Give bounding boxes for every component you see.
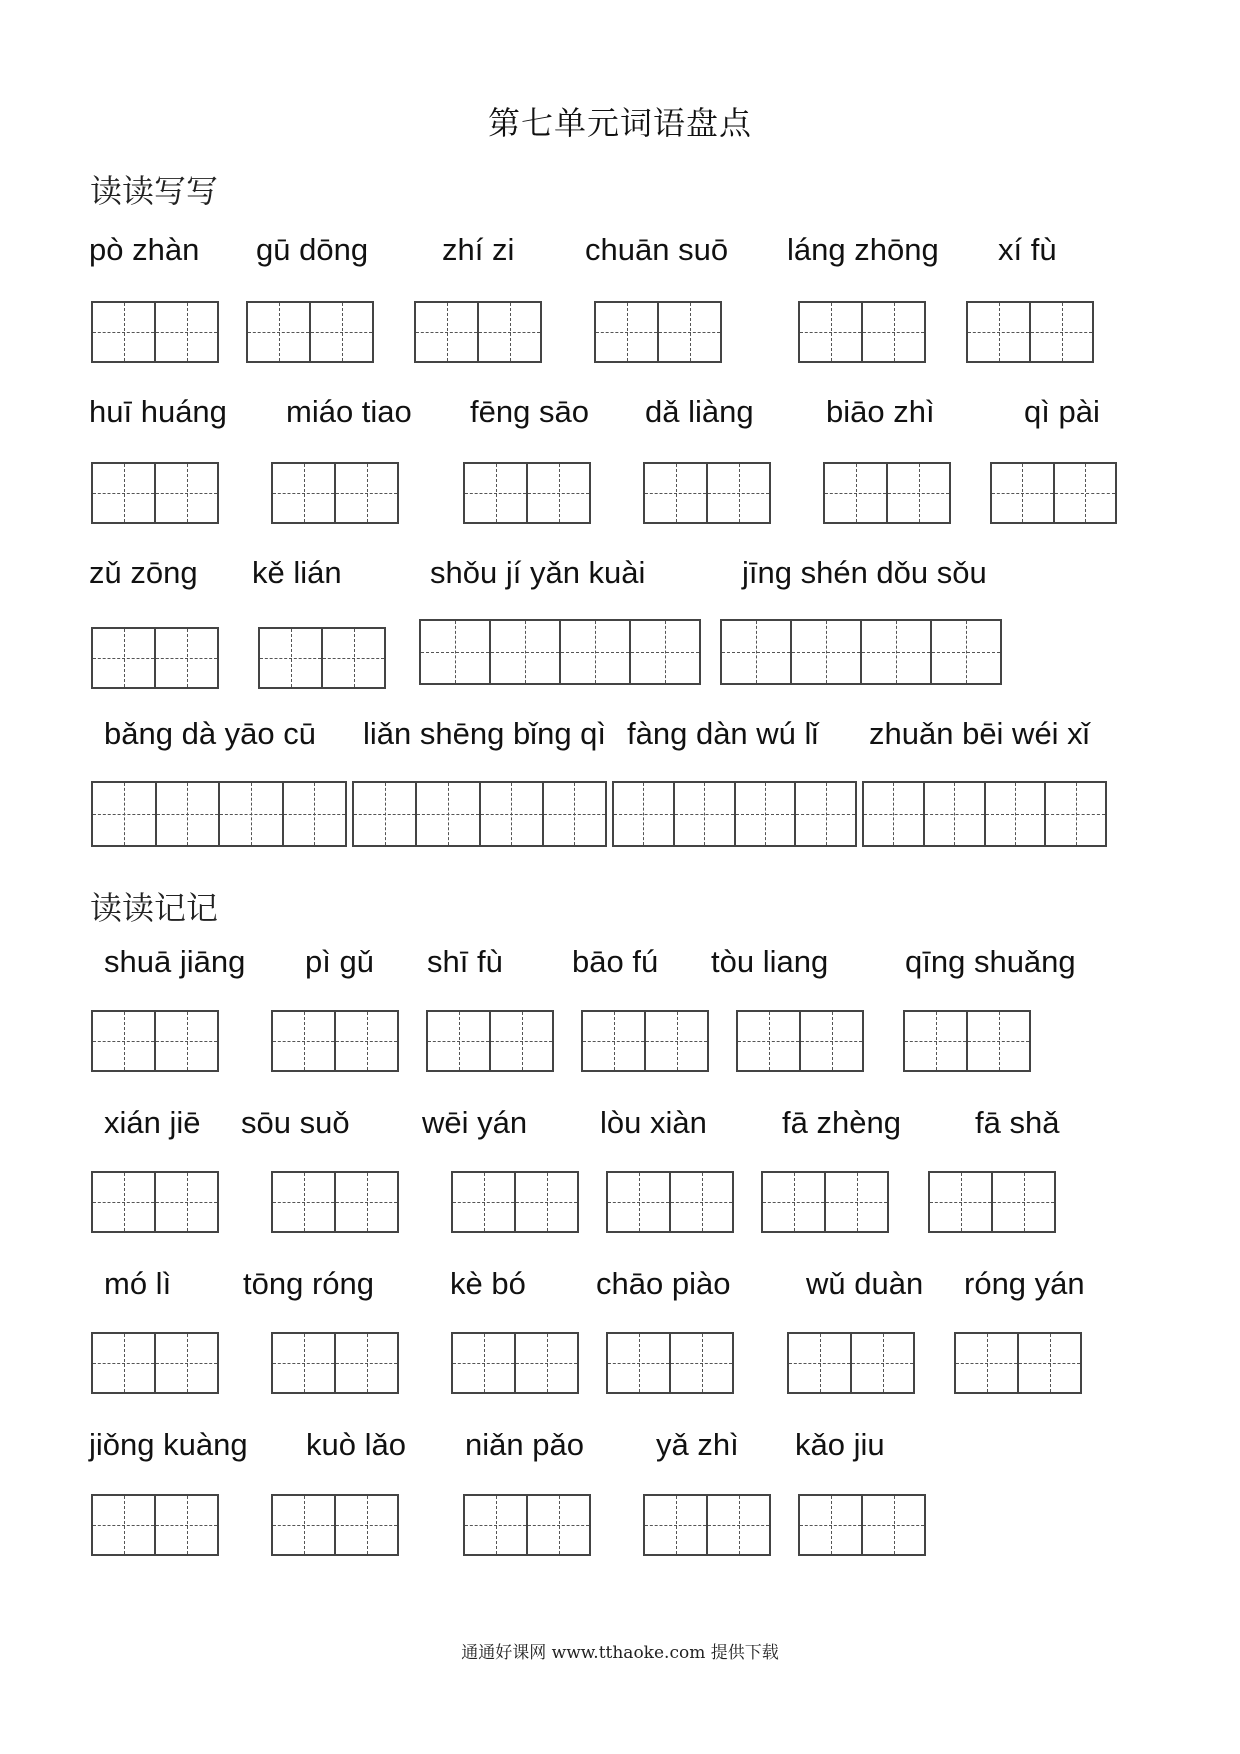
char-cell[interactable] (354, 783, 415, 845)
pinyin-word: zhí zi (442, 232, 515, 267)
char-grid[interactable] (643, 462, 771, 524)
pinyin-word: shuā jiāng (104, 944, 246, 979)
char-cell[interactable] (1029, 303, 1092, 361)
pinyin-word: qì pài (1024, 394, 1100, 429)
char-grid[interactable] (594, 301, 722, 363)
char-grid[interactable] (643, 1494, 771, 1556)
char-cell[interactable] (596, 303, 657, 361)
char-cell[interactable] (154, 1173, 217, 1231)
char-cell[interactable] (966, 1012, 1029, 1070)
char-cell[interactable] (453, 1173, 514, 1231)
char-cell[interactable] (644, 1012, 707, 1070)
char-cell[interactable] (1053, 464, 1116, 522)
char-cell[interactable] (559, 621, 629, 683)
pinyin-word: pì gǔ (305, 944, 374, 979)
char-cell[interactable] (542, 783, 605, 845)
char-cell[interactable] (334, 1173, 397, 1231)
pinyin-word: tōng róng (243, 1266, 374, 1301)
pinyin-word: zhuǎn bēi wéi xǐ (869, 716, 1090, 751)
char-cell[interactable] (673, 783, 734, 845)
char-grid[interactable] (823, 462, 951, 524)
pinyin-word: wǔ duàn (806, 1266, 924, 1301)
char-grid[interactable] (451, 1171, 579, 1233)
char-cell[interactable] (154, 1012, 217, 1070)
char-cell[interactable] (905, 1012, 966, 1070)
pinyin-word: xí fù (998, 232, 1057, 267)
char-cell[interactable] (734, 783, 795, 845)
char-cell[interactable] (93, 1496, 154, 1554)
char-grid[interactable] (246, 301, 374, 363)
char-grid[interactable] (798, 1494, 926, 1556)
char-cell[interactable] (790, 621, 860, 683)
pinyin-word: kǎo jiu (795, 1427, 885, 1462)
pinyin-word: fàng dàn wú lǐ (627, 716, 819, 751)
char-cell[interactable] (1044, 783, 1105, 845)
pinyin-word: wēi yán (422, 1105, 528, 1140)
char-cell[interactable] (645, 464, 706, 522)
char-cell[interactable] (1017, 1334, 1080, 1392)
char-cell[interactable] (93, 464, 154, 522)
char-cell[interactable] (861, 1496, 924, 1554)
pinyin-word: shǒu jí yǎn kuài (430, 555, 646, 590)
char-cell[interactable] (489, 621, 559, 683)
char-cell[interactable] (984, 783, 1045, 845)
page-title: 第七单元词语盘点 (487, 104, 752, 142)
char-cell[interactable] (273, 1334, 334, 1392)
pinyin-word: fā zhèng (782, 1105, 901, 1140)
char-cell[interactable] (629, 621, 699, 683)
char-cell[interactable] (334, 1334, 397, 1392)
char-cell[interactable] (465, 1496, 526, 1554)
char-cell[interactable] (608, 1334, 669, 1392)
char-cell[interactable] (860, 621, 930, 683)
char-cell[interactable] (155, 783, 219, 845)
char-cell[interactable] (154, 1334, 217, 1392)
pinyin-word: niǎn pǎo (465, 1427, 584, 1462)
pinyin-word: tòu liang (711, 944, 829, 979)
pinyin-word: dǎ liàng (645, 394, 754, 429)
char-cell[interactable] (477, 303, 540, 361)
pinyin-word: kuò lǎo (306, 1427, 406, 1462)
char-grid[interactable] (966, 301, 1094, 363)
char-grid[interactable] (271, 1171, 399, 1233)
char-cell[interactable] (956, 1334, 1017, 1392)
pinyin-word: sōu suǒ (241, 1105, 350, 1140)
char-grid[interactable] (271, 1010, 399, 1072)
pinyin-word: huī huáng (89, 394, 227, 429)
pinyin-word: liǎn shēng bǐng qì (363, 716, 607, 751)
char-cell[interactable] (850, 1334, 913, 1392)
section-heading-read-remember: 读读记记 (90, 889, 219, 927)
pinyin-word: láng zhōng (787, 232, 939, 267)
char-cell[interactable] (479, 783, 542, 845)
char-grid[interactable] (990, 462, 1117, 524)
char-grid[interactable] (581, 1010, 709, 1072)
char-grid[interactable] (954, 1332, 1082, 1394)
char-cell[interactable] (93, 783, 155, 845)
pinyin-word: yǎ zhì (656, 1427, 739, 1462)
char-cell[interactable] (526, 1496, 589, 1554)
char-cell[interactable] (930, 621, 1000, 683)
char-cell[interactable] (583, 1012, 644, 1070)
char-cell[interactable] (248, 303, 309, 361)
char-grid[interactable] (91, 1171, 219, 1233)
char-grid[interactable] (91, 462, 219, 524)
pinyin-word: xián jiē (104, 1105, 201, 1140)
char-cell[interactable] (526, 464, 589, 522)
pinyin-word: biāo zhì (826, 394, 935, 429)
pinyin-word: qīng shuǎng (905, 944, 1076, 979)
char-grid[interactable] (91, 781, 347, 847)
char-cell[interactable] (154, 1496, 217, 1554)
char-cell[interactable] (645, 1496, 706, 1554)
char-cell[interactable] (614, 783, 673, 845)
char-cell[interactable] (799, 1012, 862, 1070)
char-cell[interactable] (800, 1496, 861, 1554)
char-cell[interactable] (738, 1012, 799, 1070)
char-cell[interactable] (825, 464, 886, 522)
char-grid[interactable] (271, 462, 399, 524)
char-grid[interactable] (862, 781, 1107, 847)
char-grid[interactable] (414, 301, 542, 363)
char-cell[interactable] (321, 629, 384, 687)
pinyin-word: gū dōng (256, 232, 369, 267)
char-grid[interactable] (91, 1010, 219, 1072)
char-cell[interactable] (824, 1173, 887, 1231)
pinyin-word: fā shǎ (975, 1105, 1060, 1140)
char-grid[interactable] (606, 1171, 734, 1233)
char-cell[interactable] (93, 303, 154, 361)
pinyin-word: jiǒng kuàng (89, 1427, 248, 1462)
pinyin-word: jīng shén dǒu sǒu (742, 555, 987, 590)
char-cell[interactable] (930, 1173, 991, 1231)
pinyin-word: fēng sāo (470, 394, 589, 429)
char-cell[interactable] (886, 464, 949, 522)
char-cell[interactable] (273, 1496, 334, 1554)
char-grid[interactable] (419, 619, 701, 685)
char-cell[interactable] (93, 1173, 154, 1231)
footer-credit: 通通好课网 www.tthaoke.com 提供下载 (461, 1643, 779, 1663)
char-cell[interactable] (657, 303, 720, 361)
char-cell[interactable] (93, 629, 154, 687)
char-grid[interactable] (787, 1332, 915, 1394)
char-cell[interactable] (722, 621, 790, 683)
pinyin-word: miáo tiao (286, 394, 412, 429)
char-grid[interactable] (426, 1010, 554, 1072)
char-grid[interactable] (91, 301, 219, 363)
char-cell[interactable] (514, 1173, 577, 1231)
char-cell[interactable] (218, 783, 282, 845)
char-cell[interactable] (334, 1496, 397, 1554)
section-heading-read-write: 读读写写 (90, 172, 219, 210)
char-cell[interactable] (334, 464, 397, 522)
pinyin-word: róng yán (964, 1266, 1085, 1301)
char-cell[interactable] (794, 783, 855, 845)
pinyin-word: shī fù (427, 944, 503, 979)
pinyin-word: kè bó (450, 1266, 526, 1301)
char-grid[interactable] (463, 462, 591, 524)
char-grid[interactable] (903, 1010, 1031, 1072)
char-cell[interactable] (273, 464, 334, 522)
char-cell[interactable] (428, 1012, 489, 1070)
char-grid[interactable] (91, 1332, 219, 1394)
pinyin-word: chāo piào (596, 1266, 731, 1301)
char-cell[interactable] (864, 783, 923, 845)
char-cell[interactable] (608, 1173, 669, 1231)
char-cell[interactable] (93, 1334, 154, 1392)
char-cell[interactable] (273, 1173, 334, 1231)
char-grid[interactable] (798, 301, 926, 363)
char-cell[interactable] (154, 464, 217, 522)
char-cell[interactable] (968, 303, 1029, 361)
char-cell[interactable] (861, 303, 924, 361)
char-cell[interactable] (992, 464, 1053, 522)
char-cell[interactable] (514, 1334, 577, 1392)
char-grid[interactable] (928, 1171, 1056, 1233)
char-cell[interactable] (309, 303, 372, 361)
char-grid[interactable] (271, 1494, 399, 1556)
char-grid[interactable] (463, 1494, 591, 1556)
char-cell[interactable] (706, 464, 769, 522)
char-cell[interactable] (669, 1334, 732, 1392)
char-cell[interactable] (421, 621, 489, 683)
char-cell[interactable] (489, 1012, 552, 1070)
char-cell[interactable] (465, 464, 526, 522)
char-cell[interactable] (282, 783, 346, 845)
pinyin-word: mó lì (104, 1266, 172, 1301)
char-grid[interactable] (606, 1332, 734, 1394)
char-grid[interactable] (720, 619, 1002, 685)
pinyin-word: bǎng dà yāo cū (104, 716, 317, 751)
char-grid[interactable] (736, 1010, 864, 1072)
char-cell[interactable] (763, 1173, 824, 1231)
char-grid[interactable] (451, 1332, 579, 1394)
char-cell[interactable] (416, 303, 477, 361)
char-grid[interactable] (91, 627, 219, 689)
pinyin-word: chuān suō (585, 232, 729, 267)
char-cell[interactable] (93, 1012, 154, 1070)
char-cell[interactable] (991, 1173, 1054, 1231)
char-cell[interactable] (800, 303, 861, 361)
char-grid[interactable] (612, 781, 857, 847)
char-cell[interactable] (923, 783, 984, 845)
pinyin-word: zǔ zōng (89, 555, 198, 590)
char-cell[interactable] (669, 1173, 732, 1231)
char-grid[interactable] (271, 1332, 399, 1394)
char-cell[interactable] (154, 629, 217, 687)
char-cell[interactable] (789, 1334, 850, 1392)
char-cell[interactable] (453, 1334, 514, 1392)
char-cell[interactable] (706, 1496, 769, 1554)
char-cell[interactable] (273, 1012, 334, 1070)
char-cell[interactable] (415, 783, 478, 845)
char-grid[interactable] (258, 627, 386, 689)
char-cell[interactable] (334, 1012, 397, 1070)
pinyin-word: bāo fú (572, 944, 659, 979)
pinyin-word: lòu xiàn (600, 1105, 707, 1140)
pinyin-word: pò zhàn (89, 232, 200, 267)
char-grid[interactable] (761, 1171, 889, 1233)
char-cell[interactable] (260, 629, 321, 687)
pinyin-word: kě lián (252, 555, 342, 590)
char-grid[interactable] (91, 1494, 219, 1556)
char-grid[interactable] (352, 781, 607, 847)
char-cell[interactable] (154, 303, 217, 361)
